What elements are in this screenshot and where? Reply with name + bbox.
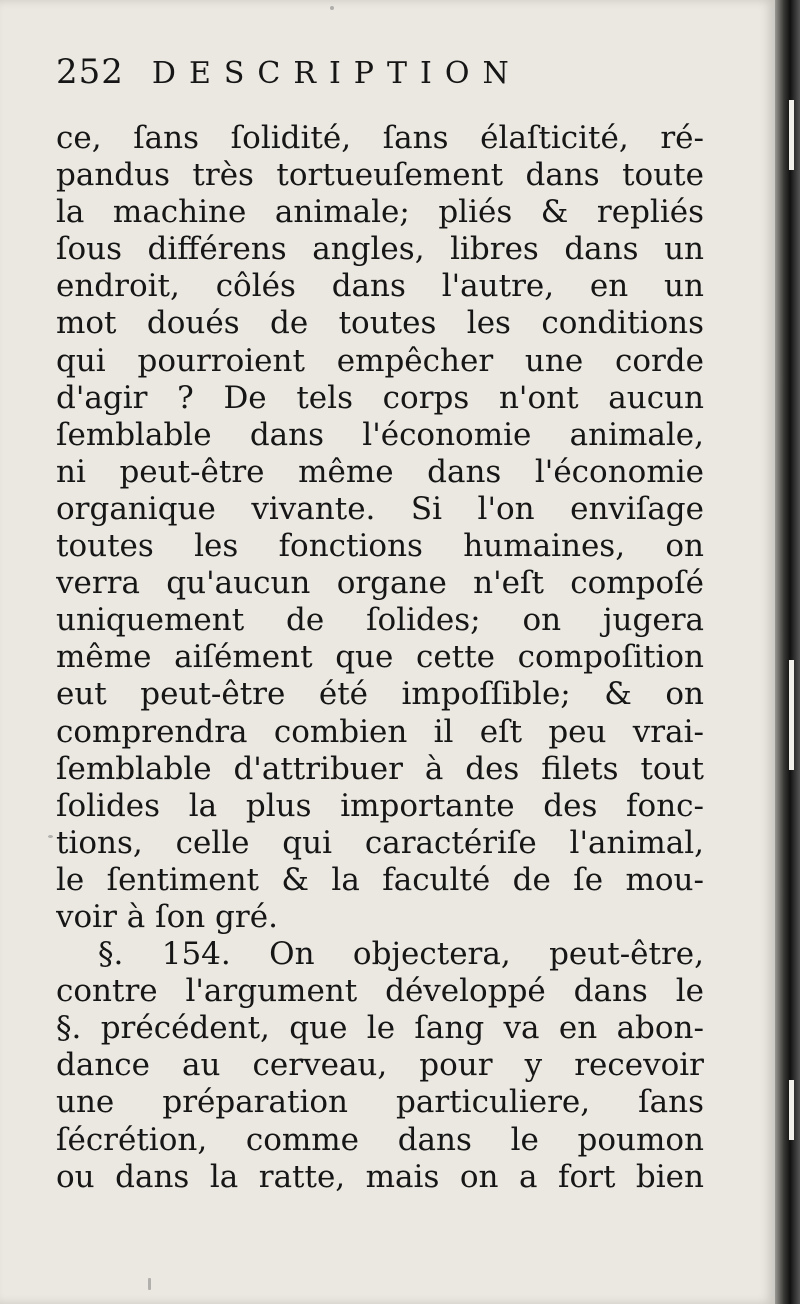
text-line: uniquement de ſolides; on jugera: [56, 602, 704, 639]
text-line: ſous différens angles, libres dans un: [56, 231, 704, 268]
text-line: organique vivante. Si l'on enviſage: [56, 490, 704, 527]
text-line: même aiſément que cette compoſition: [56, 639, 704, 676]
text-line: tions, celle qui caractériſe l'animal,: [56, 824, 704, 861]
text-line: endroit, côlés dans l'autre, en un: [56, 268, 704, 305]
paper-speck: [148, 1278, 151, 1290]
text-line: toutes les fonctions humaines, on: [56, 528, 704, 565]
text-line: mot doués de toutes les conditions: [56, 305, 704, 342]
running-title: DESCRIPTION: [151, 56, 522, 91]
text-line: qui pourroient empêcher une corde: [56, 342, 704, 379]
paper-speck: [48, 835, 53, 838]
text-line: ſécrétion, comme dans le poumon: [56, 1121, 704, 1158]
text-line: ſemblable d'attribuer à des filets tout: [56, 750, 704, 787]
body-text: [56, 120, 704, 1196]
page-edge: [789, 660, 794, 770]
text-line: contre l'argument développé dans le: [56, 973, 704, 1010]
text-line: ſemblable dans l'économie animale,: [56, 416, 704, 453]
page-header: [56, 52, 522, 98]
text-line: ce, ſans ſolidité, ſans élaſticité, ré-: [56, 120, 704, 156]
book-gutter: [775, 0, 800, 1304]
page-edge: [789, 1080, 794, 1140]
text-line: ni peut-être même dans l'économie: [56, 453, 704, 490]
paper-speck: [330, 6, 334, 10]
text-line: une préparation particuliere, ſans: [56, 1084, 704, 1121]
text-line: comprendra combien il eſt peu vrai-: [56, 713, 704, 750]
text-line: le ſentiment & la faculté de ſe mou-: [56, 861, 704, 898]
text-line: ou dans la ratte, mais on a fort bien: [56, 1158, 704, 1195]
text-line: eut peut-être été impoſſible; & on: [56, 676, 704, 713]
paragraph-end-line: voir à ſon gré.: [56, 898, 278, 935]
page-edge: [789, 100, 794, 170]
text-line: la machine animale; pliés & repliés: [56, 194, 704, 231]
text-line: ſolides la plus importante des fonc-: [56, 787, 704, 824]
text-line: pandus très tortueuſement dans toute: [56, 157, 704, 194]
text-line: §. précédent, que le ſang va en abon-: [56, 1010, 704, 1047]
text-line: verra qu'aucun organe n'eſt compoſé: [56, 565, 704, 602]
section-154-start-line: §. 154. On objectera, peut-être,: [98, 936, 704, 973]
text-line: dance au cerveau, pour y recevoir: [56, 1047, 704, 1084]
text-line: d'agir ? De tels corps n'ont aucun: [56, 379, 704, 416]
page-number: 252: [56, 52, 124, 92]
